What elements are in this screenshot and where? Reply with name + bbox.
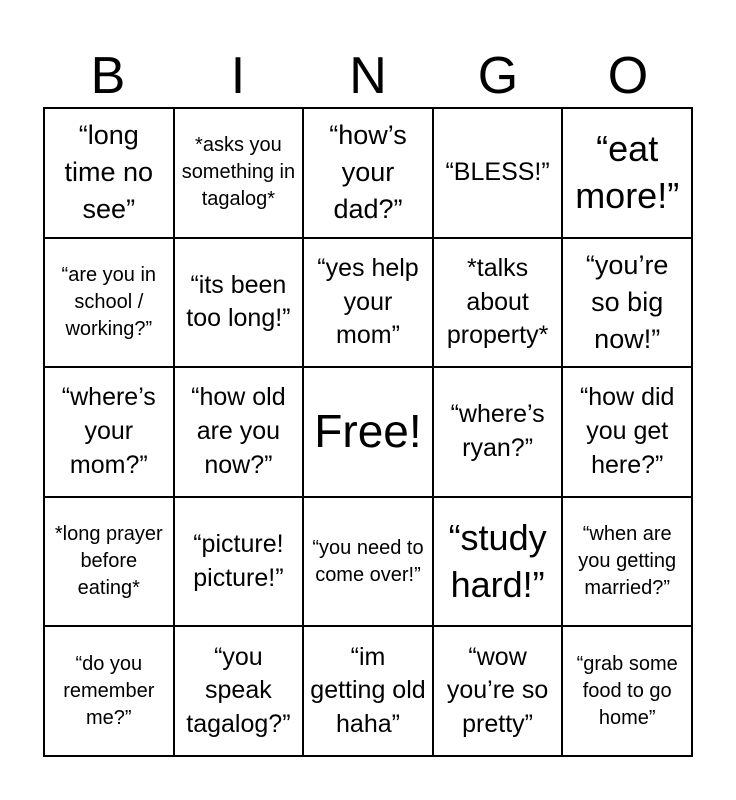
header-letter-n: N: [349, 47, 387, 105]
bingo-cell[interactable]: [562, 497, 692, 627]
cell-text: “how did you get here?”: [579, 383, 675, 479]
cell-text: “are you in school / working?”: [61, 263, 157, 340]
cell-text: “study hard!”: [448, 516, 547, 605]
cell-text: *talks about property*: [446, 253, 549, 350]
cell-text: “how’s your dad?”: [329, 119, 407, 225]
bingo-cell[interactable]: [562, 367, 692, 497]
header-letter-b: B: [90, 47, 126, 105]
bingo-cell[interactable]: [433, 497, 563, 627]
cell-text: “grab some food to go home”: [576, 652, 678, 729]
bingo-cell[interactable]: [44, 108, 174, 238]
cell-text: “its been too long!”: [186, 270, 291, 333]
free-space-text: Free!: [314, 405, 422, 458]
bingo-cell[interactable]: [303, 497, 433, 627]
bingo-cell[interactable]: [433, 626, 563, 756]
bingo-cell[interactable]: [44, 497, 174, 627]
cell-text: “BLESS!”: [445, 157, 550, 186]
bingo-cell[interactable]: [562, 108, 692, 238]
cell-text: “where’s your mom?”: [61, 383, 156, 479]
bingo-cell[interactable]: [44, 238, 174, 368]
cell-text: “yes help your mom”: [317, 253, 419, 350]
bingo-cell[interactable]: [174, 497, 304, 627]
bingo-cell[interactable]: [174, 238, 304, 368]
bingo-cell[interactable]: [433, 238, 563, 368]
bingo-cell[interactable]: [174, 367, 304, 497]
cell-text: “when are you getting married?”: [578, 523, 677, 600]
bingo-cell[interactable]: [433, 108, 563, 238]
bingo-cell[interactable]: [44, 367, 174, 497]
cell-text: “picture! picture!”: [193, 529, 284, 592]
bingo-cell[interactable]: [303, 238, 433, 368]
bingo-cell[interactable]: [562, 238, 692, 368]
bingo-cell[interactable]: [44, 626, 174, 756]
cell-text: “long time no see”: [64, 119, 154, 225]
cell-text: “eat more!”: [575, 128, 680, 216]
free-space[interactable]: [303, 367, 433, 497]
bingo-cell[interactable]: [174, 108, 304, 238]
header-letter-o: O: [607, 47, 649, 105]
cell-text: “how old are you now?”: [191, 383, 286, 479]
bingo-cell[interactable]: [433, 367, 563, 497]
cell-text: *long prayer before eating*: [54, 523, 163, 600]
bingo-cell[interactable]: [562, 626, 692, 756]
cell-text: “im getting old haha”: [310, 642, 426, 739]
header-letter-g: G: [477, 47, 519, 105]
bingo-cell[interactable]: [303, 108, 433, 238]
cell-text: “you’re so big now!”: [585, 249, 669, 355]
cell-text: “you need to come over!”: [312, 536, 424, 586]
cell-text: *asks you something in tagalog*: [181, 134, 296, 211]
header-letter-i: I: [230, 47, 246, 105]
cell-text: “wow you’re so pretty”: [446, 642, 549, 739]
bingo-board: [43, 107, 693, 757]
cell-text: “do you remember me?”: [63, 652, 155, 729]
cell-text: “where’s ryan?”: [450, 400, 545, 462]
bingo-header: [43, 44, 693, 108]
bingo-cell[interactable]: [303, 626, 433, 756]
bingo-cell[interactable]: [174, 626, 304, 756]
cell-text: “you speak tagalog?”: [186, 642, 291, 739]
